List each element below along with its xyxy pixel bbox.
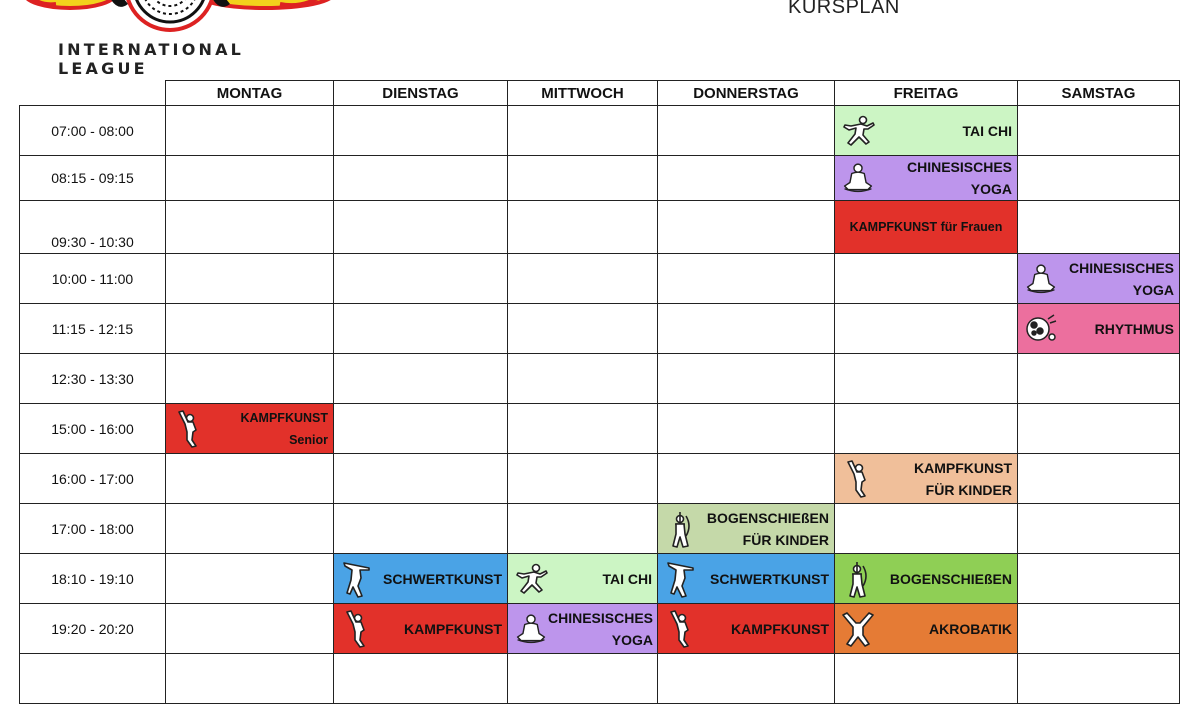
class-label (875, 120, 1017, 142)
day-header: FREITAG (835, 81, 1018, 106)
table-row (20, 554, 1180, 604)
time-slot: 15:00 - 16:00 (20, 404, 166, 454)
acrobat-icon (841, 609, 875, 649)
kick-icon (841, 459, 875, 499)
empty-cell (835, 504, 1018, 554)
class-label (548, 568, 657, 590)
empty-cell (508, 354, 658, 404)
kick-icon (172, 409, 206, 449)
time-slot: 12:30 - 13:30 (20, 354, 166, 404)
drum-icon (1024, 309, 1058, 349)
class-cell (835, 454, 1018, 504)
table-row (20, 304, 1180, 354)
empty-cell (166, 254, 334, 304)
class-label (206, 407, 333, 451)
table-row (20, 404, 1180, 454)
empty-cell (334, 654, 508, 704)
day-header: DONNERSTAG (658, 81, 835, 106)
class-block (658, 554, 834, 603)
empty-cell (835, 254, 1018, 304)
sword-icon (340, 559, 374, 599)
class-cell (658, 504, 835, 554)
class-label-line: TAI CHI (602, 570, 652, 587)
empty-cell (835, 354, 1018, 404)
empty-cell (334, 304, 508, 354)
time-slot: 08:15 - 09:15 (20, 156, 166, 201)
empty-cell (1018, 504, 1180, 554)
empty-cell (1018, 106, 1180, 156)
class-label (698, 507, 834, 551)
empty-cell (835, 654, 1018, 704)
class-block (835, 604, 1017, 653)
day-header: MITTWOCH (508, 81, 658, 106)
empty-cell (658, 454, 835, 504)
league-logo (0, 0, 340, 78)
empty-cell (658, 654, 835, 704)
logo-emblem-icon (0, 0, 340, 40)
day-header: MONTAG (166, 81, 334, 106)
class-cell (835, 106, 1018, 156)
class-cell (658, 554, 835, 604)
class-label (374, 568, 507, 590)
class-cell (166, 404, 334, 454)
empty-cell (166, 106, 334, 156)
class-label-line: CHINESISCHES (906, 159, 1012, 175)
class-label-line: AKROBATIK (929, 620, 1012, 637)
class-label-line: KAMPFKUNST (914, 459, 1012, 476)
class-block (835, 156, 1017, 200)
class-label-line: BOGENSCHIEßEN (889, 570, 1012, 587)
time-slot: 09:30 - 10:30 (20, 201, 166, 254)
table-row (20, 106, 1180, 156)
class-cell (508, 604, 658, 654)
class-cell (334, 554, 508, 604)
class-label-line: KAMPFKUNST Senior (240, 410, 328, 447)
empty-cell (334, 454, 508, 504)
sword-icon (664, 559, 698, 599)
class-cell (1018, 304, 1180, 354)
class-block (835, 554, 1017, 603)
class-cell (1018, 254, 1180, 304)
day-header: DIENSTAG (334, 81, 508, 106)
empty-cell (1018, 604, 1180, 654)
empty-cell (508, 404, 658, 454)
kick-icon (340, 609, 374, 649)
class-cell (658, 604, 835, 654)
class-label-line: SCHWERTKUNST (710, 570, 829, 587)
class-cell (835, 554, 1018, 604)
class-label-line: KAMPFKUNST für Frauen (849, 220, 1003, 234)
empty-cell (508, 454, 658, 504)
empty-cell (508, 156, 658, 201)
header-row (20, 81, 1180, 106)
empty-cell (658, 156, 835, 201)
empty-cell (334, 156, 508, 201)
empty-cell (658, 304, 835, 354)
empty-cell (334, 354, 508, 404)
class-label (374, 618, 507, 640)
class-label (835, 216, 1017, 238)
empty-cell (1018, 156, 1180, 201)
empty-cell (1018, 554, 1180, 604)
class-block (334, 554, 507, 603)
kick-icon (664, 609, 698, 649)
empty-cell (508, 254, 658, 304)
empty-cell (835, 404, 1018, 454)
class-cell (835, 156, 1018, 201)
class-label-line: YOGA (611, 631, 654, 648)
class-block (508, 604, 657, 653)
tai-chi-icon (841, 111, 875, 151)
time-slot: 16:00 - 17:00 (20, 454, 166, 504)
table-row (20, 354, 1180, 404)
day-header: SAMSTAG (1018, 81, 1180, 106)
class-cell (835, 201, 1018, 254)
empty-cell (166, 454, 334, 504)
time-slot: 19:20 - 20:20 (20, 604, 166, 654)
empty-cell (20, 654, 166, 704)
class-label (875, 457, 1017, 501)
table-row (20, 156, 1180, 201)
league-name: INTERNATIONAL LEAGUE (58, 40, 245, 78)
empty-cell (166, 156, 334, 201)
class-label-line: YOGA (1132, 281, 1174, 298)
time-slot: 10:00 - 11:00 (20, 254, 166, 304)
class-label-line: RHYTHMUS (1094, 320, 1174, 337)
empty-cell (835, 304, 1018, 354)
table-row (20, 201, 1180, 254)
empty-cell (1018, 354, 1180, 404)
class-block (1018, 254, 1179, 303)
empty-cell (334, 106, 508, 156)
meditation-icon (1024, 259, 1058, 299)
empty-cell (1018, 201, 1180, 254)
empty-cell (166, 354, 334, 404)
empty-cell (508, 106, 658, 156)
empty-cell (508, 504, 658, 554)
empty-cell (508, 201, 658, 254)
empty-cell (334, 504, 508, 554)
class-block (835, 454, 1017, 503)
empty-cell (658, 404, 835, 454)
class-block (835, 201, 1017, 253)
empty-cell (1018, 454, 1180, 504)
empty-cell (166, 604, 334, 654)
meditation-icon (514, 609, 548, 649)
class-label-line: FÜR KINDER (925, 481, 1012, 498)
empty-cell (658, 254, 835, 304)
empty-cell (1018, 404, 1180, 454)
empty-cell (508, 654, 658, 704)
class-label (698, 568, 834, 590)
class-label-line: CHINESISCHES (548, 609, 654, 626)
corner-cell (20, 81, 166, 106)
class-label-line: YOGA (970, 181, 1012, 197)
class-block (508, 554, 657, 603)
class-block (166, 404, 333, 453)
empty-cell (334, 254, 508, 304)
time-slot: 11:15 - 12:15 (20, 304, 166, 354)
class-block (835, 106, 1017, 155)
class-block (334, 604, 507, 653)
class-label-line: CHINESISCHES (1068, 259, 1174, 276)
schedule-table (19, 80, 1180, 704)
meditation-icon (841, 158, 875, 198)
empty-cell (166, 554, 334, 604)
empty-cell (166, 654, 334, 704)
class-label-line: TAI CHI (962, 122, 1012, 139)
class-block (1018, 304, 1179, 353)
empty-cell (508, 304, 658, 354)
class-label-line: SCHWERTKUNST (383, 570, 502, 587)
class-label (548, 607, 658, 651)
class-cell (334, 604, 508, 654)
empty-cell (658, 201, 835, 254)
class-label-line: FÜR KINDER (742, 531, 829, 548)
empty-cell (1018, 654, 1180, 704)
class-cell (508, 554, 658, 604)
table-row (20, 254, 1180, 304)
time-slot: 07:00 - 08:00 (20, 106, 166, 156)
empty-cell (658, 354, 835, 404)
empty-cell (166, 504, 334, 554)
class-label (698, 618, 834, 640)
table-row (20, 504, 1180, 554)
class-label (875, 156, 1017, 200)
tai-chi-icon (514, 559, 548, 599)
table-row (20, 654, 1180, 704)
class-block (658, 504, 834, 553)
class-label-line: KAMPFKUNST (404, 620, 502, 637)
class-cell (835, 604, 1018, 654)
archer-icon (841, 559, 875, 599)
table-row (20, 604, 1180, 654)
empty-cell (334, 201, 508, 254)
empty-cell (334, 404, 508, 454)
class-label (1058, 257, 1179, 301)
time-slot: 17:00 - 18:00 (20, 504, 166, 554)
time-slot: 18:10 - 19:10 (20, 554, 166, 604)
page-title: KURSPLAN (788, 0, 900, 18)
archer-icon (664, 509, 698, 549)
class-label (1058, 318, 1179, 340)
class-block (658, 604, 834, 653)
class-label (875, 618, 1017, 640)
class-label-line: KAMPFKUNST (731, 620, 829, 637)
class-label-line: BOGENSCHIEßEN (706, 509, 829, 526)
empty-cell (658, 106, 835, 156)
empty-cell (166, 201, 334, 254)
class-label (875, 568, 1017, 590)
empty-cell (166, 304, 334, 354)
table-row (20, 454, 1180, 504)
